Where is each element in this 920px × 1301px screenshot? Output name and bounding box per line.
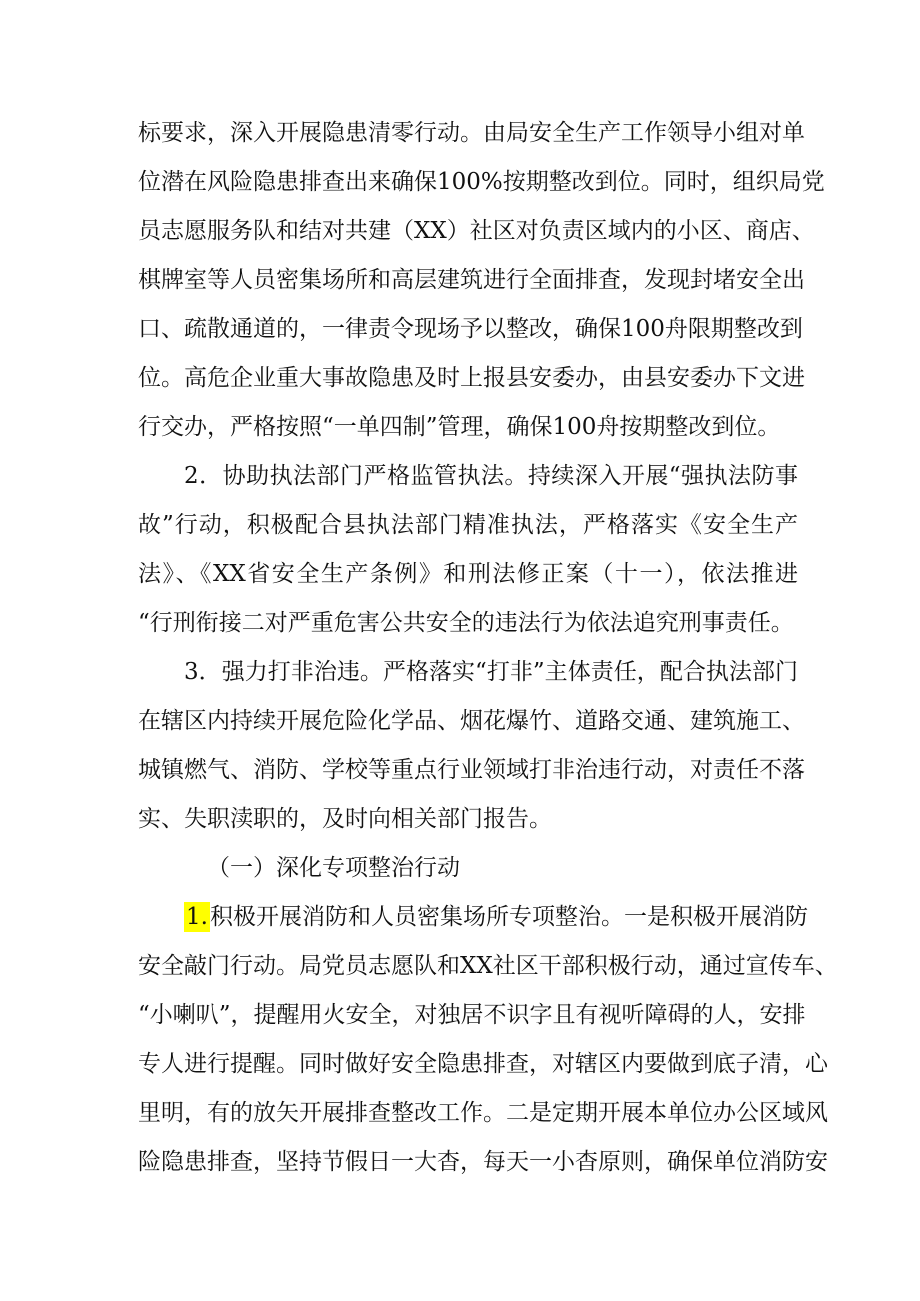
paragraph-4-line-3: “小喇叭”，提醒用火安全，对独居不识字且有视听障碍的人，安排 (138, 1002, 806, 1028)
paragraph-4-line-1-text: 积极开展消防和人员密集场所专项整治。一是积极开展消防 (209, 904, 808, 930)
paragraph-1-line-6: 位。高危企业重大事故隐患及时上报县安委办，由县安委办下文进 (138, 365, 805, 391)
paragraph-4-line-1 (184, 902, 808, 932)
paragraph-1-line-3: 员志愿服务队和结对共建（XX）社区对负责区域内的小区、商店、 (138, 218, 815, 244)
paragraph-1-line-2: 位潜在风险隐患排查出来确保100%按期整改到位。同时，组织局党 (138, 169, 825, 195)
paragraph-1-line-4: 棋牌室等人员密集场所和高层建筑进行全面排査，发现封堵安全出 (138, 267, 805, 293)
paragraph-2-line-3: 法》、《XX省安全生产条例》和刑法修正案（十一），依法推进 (138, 561, 798, 587)
paragraph-1-line-1: 标要求，深入开展隐患清零行动。由局安全生产工作领导小组对单 (138, 120, 805, 146)
paragraph-4-line-4: 专人进行提醒。同时做好安全隐患排查，对辖区内要做到底子清，心 (138, 1051, 828, 1077)
paragraph-3-line-2: 在辖区内持续开展危险化学品、烟花爆竹、道路交通、建筑施工、 (138, 708, 805, 734)
paragraph-2-line-2: 故”行动，积极配合县执法部门精准执法，严格落实《安全生产 (138, 512, 798, 538)
paragraph-1-line-7: 行交办，严格按照“一单四制”管理，确保100舟按期整改到位。 (138, 414, 781, 440)
paragraph-3-line-1: 3．强力打非治违。严格落实“打非”主体责任，配合执法部门 (184, 659, 798, 685)
paragraph-3-line-4: 实、失职渎职的，及时向相关部门报告。 (138, 806, 552, 832)
paragraph-4-line-5: 里明，有的放矢开展排查整改工作。二是定期开展本单位办公区域风 (138, 1100, 828, 1126)
paragraph-1-line-5: 口、疏散通道的，一律责令现场予以整改，确保100舟限期整改到 (138, 316, 803, 342)
paragraph-3-line-3: 城镇燃气、消防、学校等重点行业领域打非治违行动，对责任不落 (138, 757, 805, 783)
paragraph-2-line-4: “行刑衔接二对严重危害公共安全的违法行为依法追究刑事责任。 (138, 610, 794, 636)
section-heading: （一）深化专项整治行动 (207, 855, 460, 881)
paragraph-4-line-6: 险隐患排查，坚持节假日一大杳，每天一小杳原则，确保单位消防安 (138, 1149, 828, 1175)
paragraph-4-line-2: 安全敲门行动。局党员志愿队和XX社区干部积极行动，通过宣传车、 (138, 953, 838, 979)
paragraph-2-line-1: 2．协助执法部门严格监管执法。持续深入开展“强执法防事 (184, 463, 798, 489)
highlighted-number: 1. (186, 904, 208, 930)
